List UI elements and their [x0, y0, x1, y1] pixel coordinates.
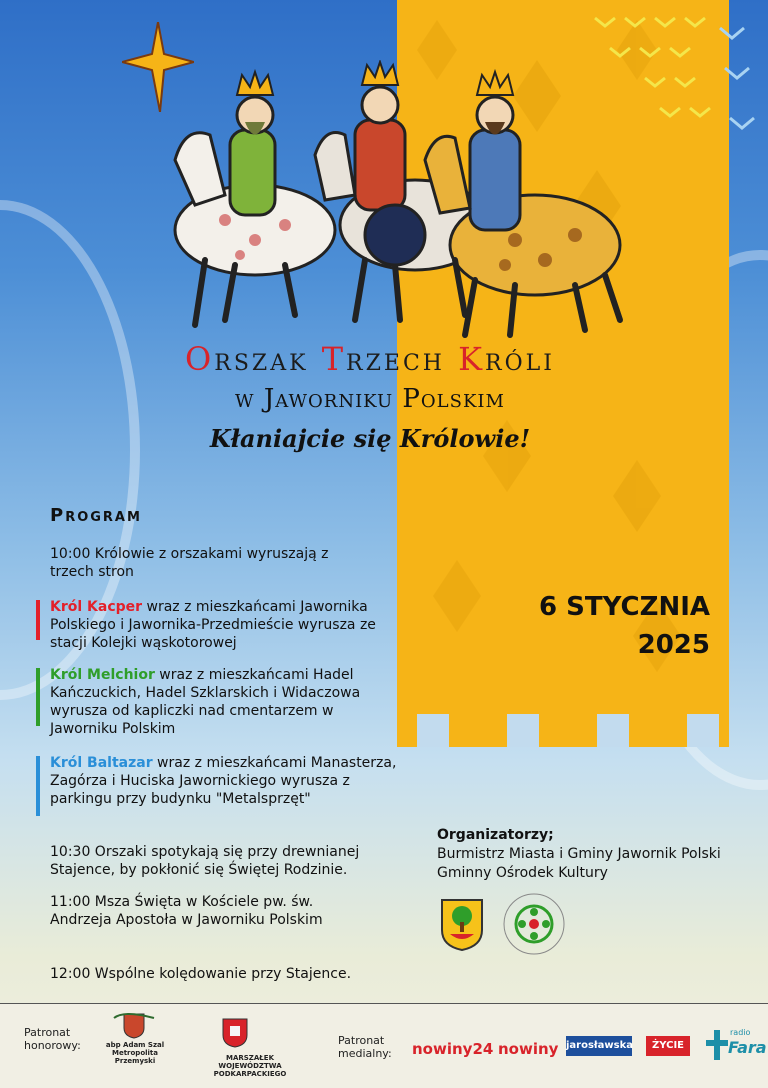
cultural-center-logo-icon — [502, 892, 566, 956]
melchior-color-bar — [36, 668, 40, 726]
event-title — [90, 340, 650, 453]
title-initial: O — [185, 340, 215, 378]
king-route: wraz z mieszkańcami Manasterza, Zagórza i Huciska Jawornickiego wyrusza z parkingu przy budynku "Metalsprzęt" — [50, 755, 397, 807]
baltazar-color-bar — [36, 756, 40, 816]
date-year: 2025 — [637, 630, 710, 660]
media-logo: Fara — [728, 1038, 767, 1057]
program-heading: Program — [50, 505, 142, 526]
marszalek-caption: MARSZAŁEK WOJEWÓDZTWA PODKARPACKIEGO — [213, 1054, 287, 1078]
title-word: rszak — [214, 340, 322, 378]
organizer-line: Burmistrz Miasta i Gminy Jawornik Polski — [437, 846, 721, 862]
program-item: 10:00 Królowie z orszakami wyruszają z trzech stron — [50, 546, 329, 580]
podkarpackie-crest-icon — [222, 1018, 248, 1048]
municipality-crest-icon — [440, 898, 484, 952]
three-kings-illustration — [165, 60, 635, 340]
radio-fara-cross-icon — [706, 1030, 728, 1060]
title-initial: T — [321, 340, 347, 378]
media-logo: nowiny24 — [412, 1040, 494, 1058]
program-item: 10:30 Orszaki spotykają się przy drewnianej Stajence, by pokłonić się Świętej Rodzinie. — [50, 844, 360, 878]
title-line-1 — [90, 340, 650, 378]
king-route: wraz z mieszkańcami Jawornika Polskiego i Jawornika-Przedmieście wyrusza ze stacji Kolejki wąskotorowej — [50, 599, 376, 651]
organizers — [437, 826, 721, 883]
title-word: róli — [485, 340, 555, 378]
program-item: 12:00 Wspólne kolędowanie przy Stajence. — [50, 966, 352, 982]
program-item-kacper — [50, 598, 400, 652]
patronat-honorowy-label: Patronat honorowy: — [24, 1026, 81, 1052]
program-item-baltazar — [50, 754, 400, 808]
media-logo: jarosławska — [566, 1036, 632, 1056]
organizer-line: Gminny Ośrodek Kultury — [437, 865, 608, 881]
title-word: rzech — [346, 340, 459, 378]
kacper-color-bar — [36, 600, 40, 640]
program-item-melchior — [50, 666, 400, 738]
bishop-caption: abp Adam Szal Metropolita Przemyski — [105, 1041, 165, 1065]
king-name: Król Melchior — [50, 667, 155, 683]
title-motto: Kłaniajcie się Królowie! — [209, 424, 531, 453]
king-name: Król Baltazar — [50, 755, 153, 771]
media-logo: radio — [730, 1028, 751, 1037]
king-name: Król Kacper — [50, 599, 143, 615]
media-logo: ŻYCIE — [646, 1036, 690, 1056]
title-line-2: w Jaworniku Polskim — [235, 384, 505, 414]
media-logo: nowiny — [498, 1040, 559, 1058]
organizers-heading: Organizatorzy; — [437, 827, 554, 843]
footer — [0, 1003, 768, 1088]
bishop-coat-of-arms-icon — [112, 1010, 156, 1040]
title-initial: K — [458, 340, 486, 378]
event-date — [490, 588, 710, 664]
date-day: 6 STYCZNIA — [539, 592, 710, 622]
king-route: wraz z mieszkańcami Hadel Kańczuckich, Hadel Szklarskich i Widaczowa wyrusza od kapliczki nad cmentarzem w Jaworniku Polskim — [50, 667, 361, 737]
program-item: 11:00 Msza Święta w Kościele pw. św. Andrzeja Apostoła w Jaworniku Polskim — [50, 894, 323, 928]
patronat-medialny-label: Patronat medialny: — [338, 1034, 392, 1060]
